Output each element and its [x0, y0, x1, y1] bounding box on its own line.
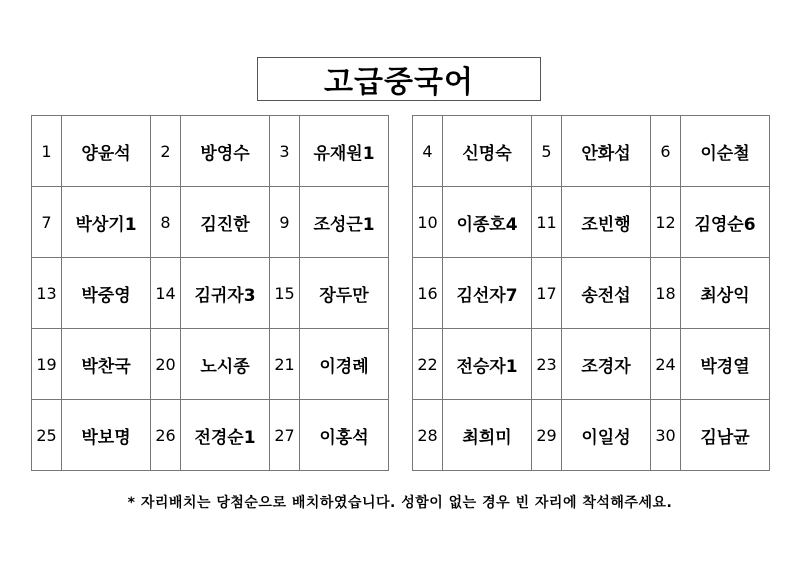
seat-row [413, 258, 770, 329]
seat-name: 최희미 [443, 400, 532, 471]
seat-number: 29 [532, 400, 562, 471]
seat-number: 28 [413, 400, 443, 471]
seat-name: 유재원1 [300, 116, 389, 187]
seat-number: 19 [32, 329, 62, 400]
seat-name: 전승자1 [443, 329, 532, 400]
seat-number: 5 [532, 116, 562, 187]
page-title: 고급중국어 [257, 57, 541, 101]
seat-name: 박보명 [62, 400, 151, 471]
seat-row [413, 187, 770, 258]
seat-name: 김영순6 [681, 187, 770, 258]
seat-number: 12 [651, 187, 681, 258]
seat-number: 20 [151, 329, 181, 400]
seat-name: 이순철 [681, 116, 770, 187]
seat-row [413, 329, 770, 400]
seat-number: 8 [151, 187, 181, 258]
seat-name: 송전섭 [562, 258, 651, 329]
seat-number: 18 [651, 258, 681, 329]
seat-name: 안화섭 [562, 116, 651, 187]
seat-name: 이홍석 [300, 400, 389, 471]
seating-note: * 자리배치는 당첨순으로 배치하였습니다. 성함이 없는 경우 빈 자리에 착석해주세요. [127, 495, 673, 511]
seat-name: 김남균 [681, 400, 770, 471]
seat-row [413, 116, 770, 187]
seat-name: 이일성 [562, 400, 651, 471]
seat-number: 10 [413, 187, 443, 258]
seat-name: 조성근1 [300, 187, 389, 258]
seat-name: 조빈행 [562, 187, 651, 258]
seat-name: 전경순1 [181, 400, 270, 471]
seat-name: 이경례 [300, 329, 389, 400]
seat-row [32, 258, 389, 329]
seat-row [32, 329, 389, 400]
seat-number: 21 [270, 329, 300, 400]
seating-table-left [31, 115, 389, 471]
seat-name: 김귀자3 [181, 258, 270, 329]
seat-name: 이종호4 [443, 187, 532, 258]
seat-number: 30 [651, 400, 681, 471]
seat-number: 17 [532, 258, 562, 329]
seat-number: 3 [270, 116, 300, 187]
seat-row [32, 116, 389, 187]
seat-name: 박경열 [681, 329, 770, 400]
seat-name: 조경자 [562, 329, 651, 400]
seat-name: 박찬국 [62, 329, 151, 400]
seat-name: 장두만 [300, 258, 389, 329]
seat-name: 박중영 [62, 258, 151, 329]
seat-number: 24 [651, 329, 681, 400]
seat-number: 23 [532, 329, 562, 400]
seat-number: 22 [413, 329, 443, 400]
seat-row [32, 187, 389, 258]
seat-number: 7 [32, 187, 62, 258]
seat-number: 1 [32, 116, 62, 187]
seat-name: 양윤석 [62, 116, 151, 187]
seat-number: 27 [270, 400, 300, 471]
seat-number: 15 [270, 258, 300, 329]
seating-table-right [412, 115, 770, 471]
seat-number: 2 [151, 116, 181, 187]
seat-name: 신명숙 [443, 116, 532, 187]
seat-number: 14 [151, 258, 181, 329]
seat-row [413, 400, 770, 471]
seat-number: 6 [651, 116, 681, 187]
seat-number: 25 [32, 400, 62, 471]
seat-number: 11 [532, 187, 562, 258]
seat-name: 최상익 [681, 258, 770, 329]
seat-row [32, 400, 389, 471]
seat-number: 4 [413, 116, 443, 187]
seat-name: 방영수 [181, 116, 270, 187]
seat-name: 박상기1 [62, 187, 151, 258]
seat-number: 9 [270, 187, 300, 258]
seat-number: 16 [413, 258, 443, 329]
seat-number: 13 [32, 258, 62, 329]
seat-name: 김선자7 [443, 258, 532, 329]
seat-name: 노시종 [181, 329, 270, 400]
seat-name: 김진한 [181, 187, 270, 258]
seat-number: 26 [151, 400, 181, 471]
